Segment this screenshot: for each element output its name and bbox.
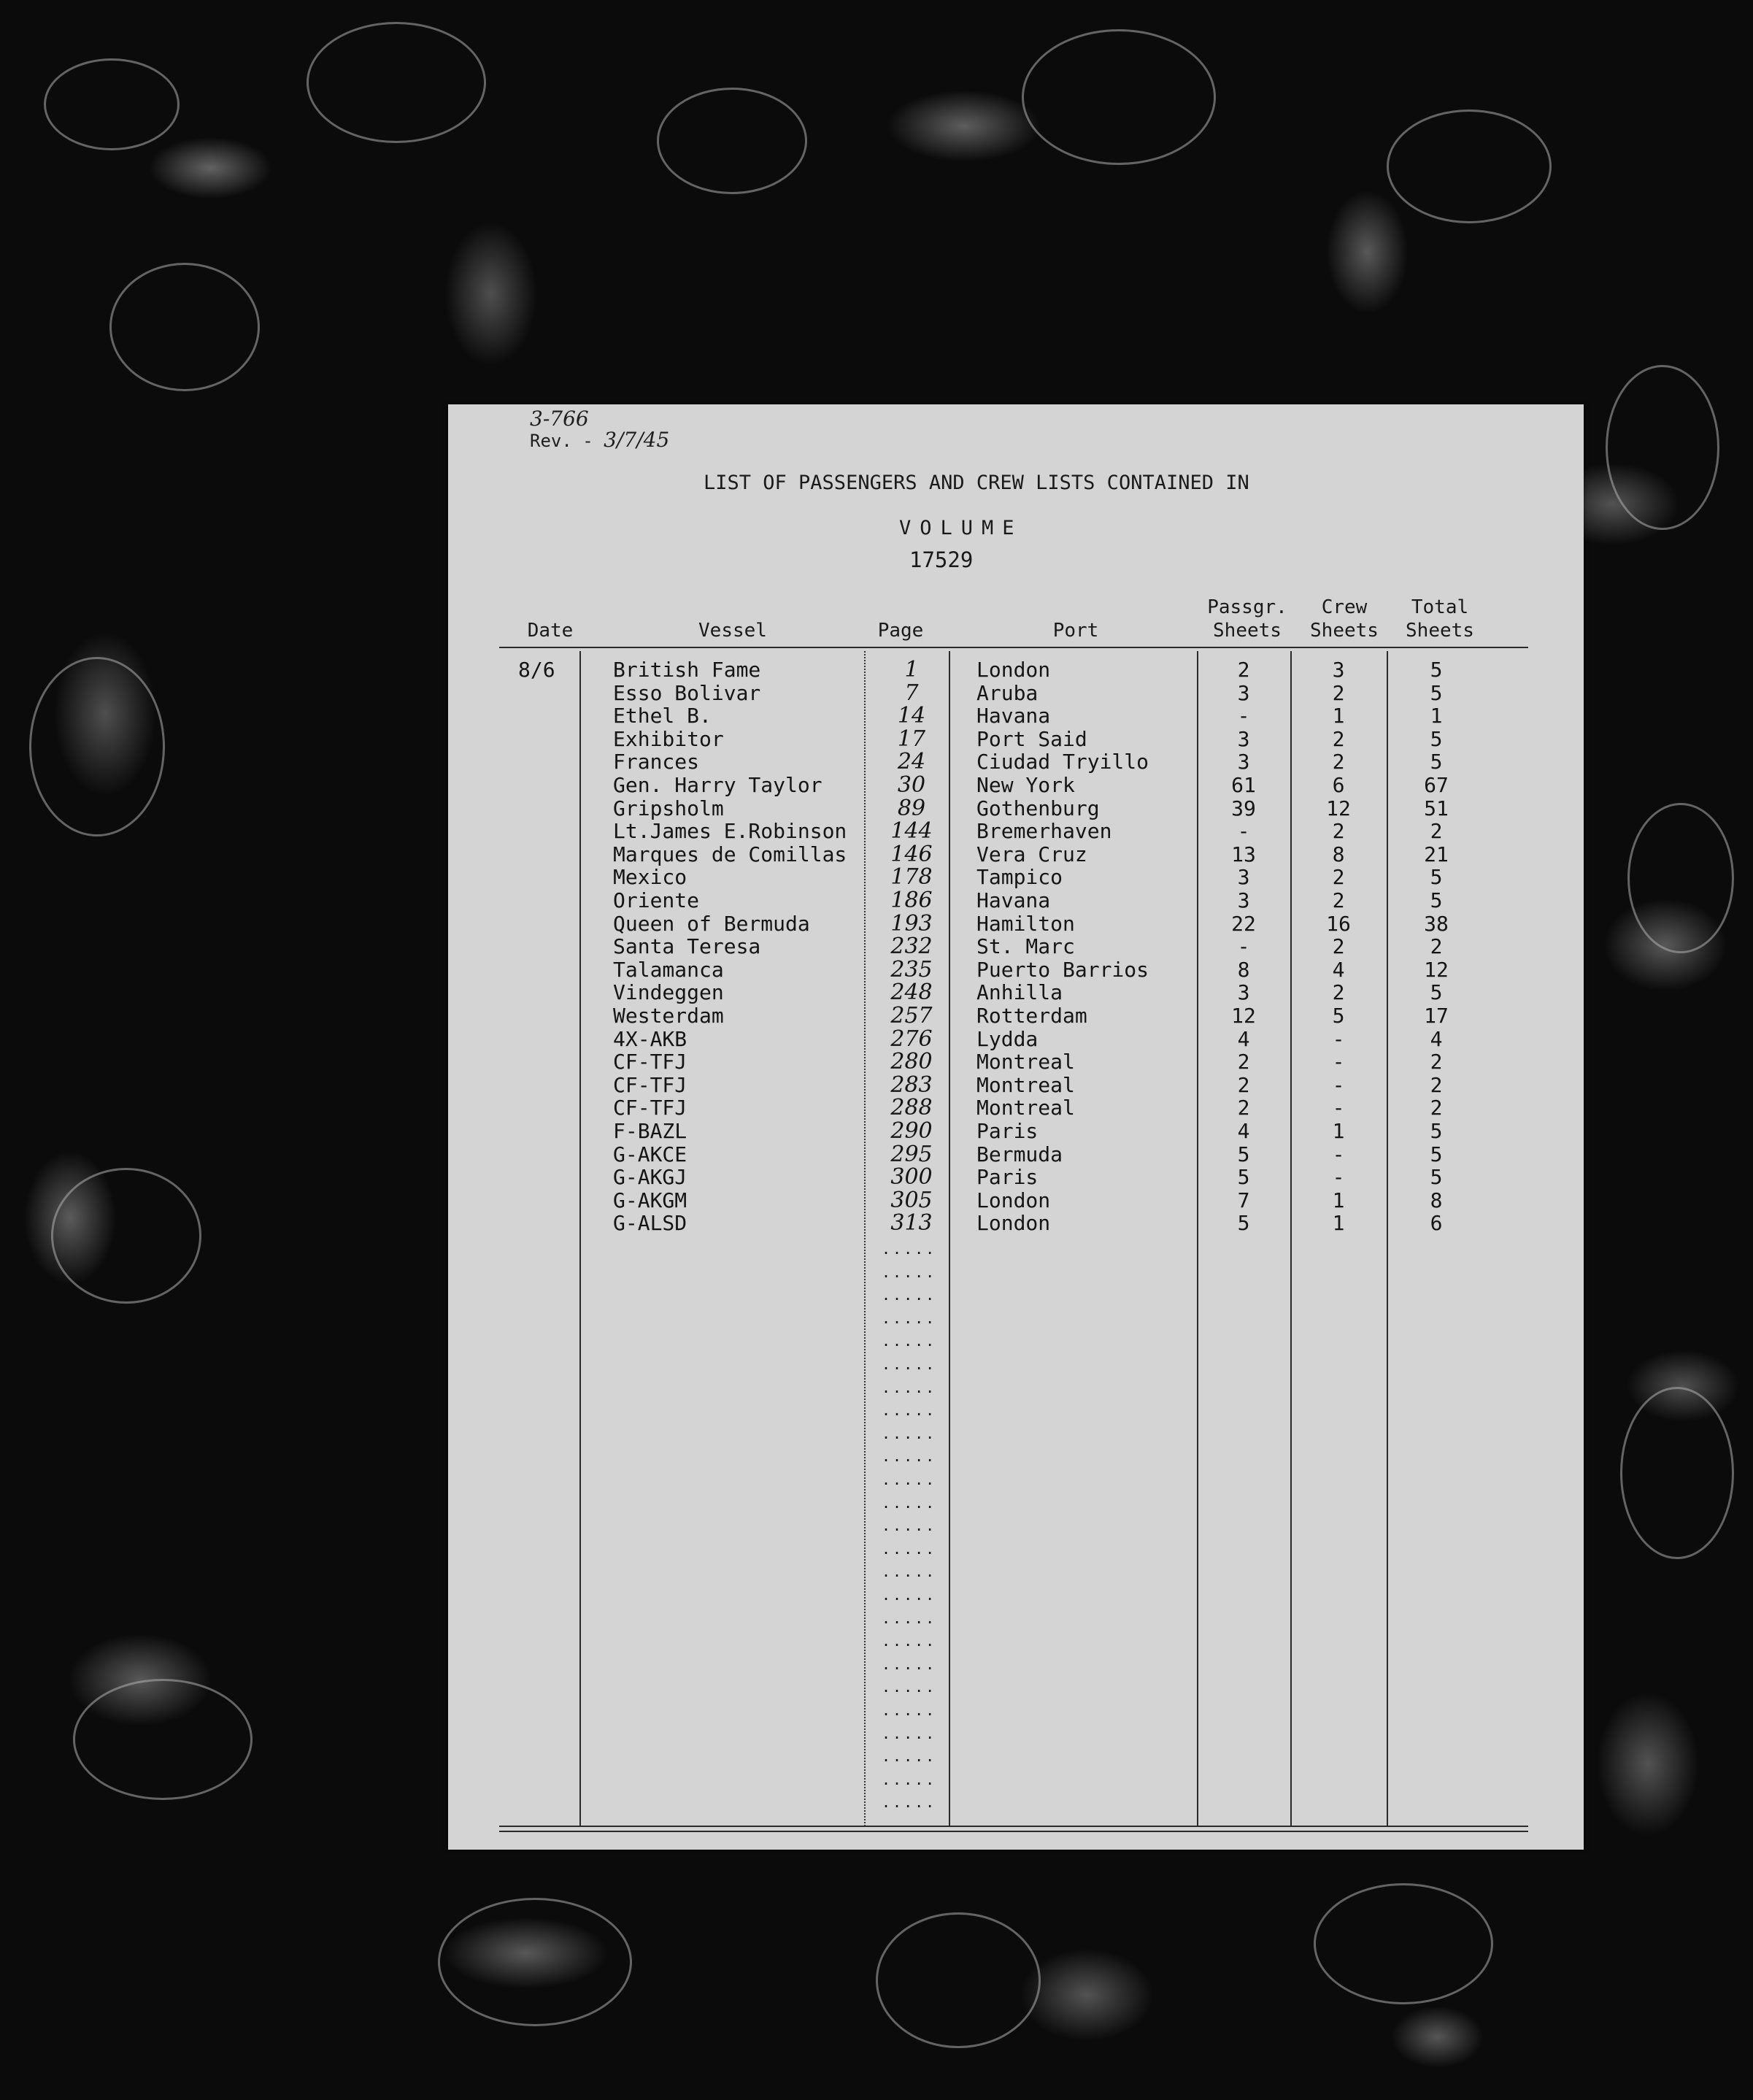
passenger-sheets: 13 [1231,842,1256,866]
marble-vein [1627,803,1734,953]
passenger-sheets: 2 [1237,658,1250,682]
total-sheets: 6 [1430,1211,1443,1236]
column-divider-vessel [864,651,866,1826]
passenger-sheets: 3 [1237,726,1250,751]
crew-sheets: 8 [1332,842,1345,866]
port-name: Hamilton [976,911,1075,936]
vessel-name: Lt.James E.Robinson [613,819,847,844]
marble-vein [657,88,807,194]
page-number: 17 [897,726,926,752]
page-dot-leader: ..... [882,1632,937,1650]
page-number: 300 [890,1164,933,1191]
vessel-name: Queen of Bermuda [613,911,810,936]
page-number: 232 [890,934,933,960]
volume-number: 17529 [909,547,974,572]
page-number: 7 [904,680,919,706]
revision-prefix: Rev. - [530,431,593,451]
vessel-name: CF-TFJ [613,1050,687,1074]
total-sheets: 51 [1424,796,1449,820]
total-sheets: 8 [1430,1188,1443,1212]
passenger-sheets: 3 [1237,865,1250,890]
page-number: 193 [890,910,933,936]
passenger-sheets: 39 [1231,796,1256,820]
passenger-sheets: 3 [1237,680,1250,705]
page-number: 305 [890,1187,933,1213]
crew-sheets: 16 [1326,911,1351,936]
vessel-name: Frances [613,750,700,774]
passenger-sheets: 7 [1237,1188,1250,1212]
crew-sheets: 2 [1332,934,1345,959]
total-sheets: 5 [1430,726,1443,751]
marble-vein [1387,109,1552,223]
form-number: 3-766 [530,407,589,431]
page-number: 89 [897,795,926,821]
vessel-name: Gen. Harry Taylor [613,773,822,797]
total-sheets: 2 [1430,819,1443,844]
port-name: Paris [976,1165,1039,1190]
crew-sheets: 2 [1332,819,1345,844]
port-name: Bremerhaven [976,819,1112,844]
vessel-name: G-ALSD [613,1211,687,1236]
vessel-name: Marques de Comillas [613,842,847,866]
port-name: Vera Cruz [976,842,1087,866]
header-total-line2: Sheets [1406,620,1474,642]
page-dot-leader: ..... [882,1378,937,1396]
page-dot-leader: ..... [882,1493,937,1512]
crew-sheets: 4 [1332,957,1345,982]
page-number: 178 [890,864,933,891]
crew-sheets: 5 [1332,1004,1345,1028]
column-divider-passgr [1290,651,1292,1826]
total-sheets: 5 [1430,1165,1443,1190]
form-identifier [530,409,669,451]
passenger-sheets: 3 [1237,980,1250,1005]
total-sheets: 5 [1430,1142,1443,1166]
port-name: Ciudad Tryillo [976,750,1149,774]
crew-sheets: - [1332,1165,1345,1190]
vessel-name: Mexico [613,865,687,890]
total-sheets: 2 [1430,1096,1443,1120]
passenger-sheets: 12 [1231,1004,1256,1028]
crew-sheets: 2 [1332,750,1345,774]
crew-sheets: 1 [1332,1211,1345,1236]
vessel-name: Talamanca [613,957,724,982]
passenger-sheets: 8 [1237,957,1250,982]
crew-sheets: 3 [1332,658,1345,682]
vessel-name: Ethel B. [613,704,712,728]
header-passgr-line2: Sheets [1213,620,1282,642]
page-number: 24 [897,749,926,775]
page-number: 257 [890,1003,933,1028]
header-passgr-line1: Passgr. [1207,596,1287,618]
vessel-name: G-AKCE [613,1142,687,1166]
crew-sheets: 1 [1332,1119,1345,1143]
header-crew-line2: Sheets [1310,620,1379,642]
vessel-name: 4X-AKB [613,1026,687,1051]
page-dot-leader: ..... [882,1793,937,1812]
vessel-name: British Fame [613,658,761,682]
header-total-sheets [1392,596,1487,642]
passenger-sheets: 5 [1237,1142,1250,1166]
page-number: 1 [904,657,919,682]
page-number: 146 [890,841,933,867]
header-passgr-sheets [1193,596,1302,642]
column-divider-crew [1387,651,1388,1826]
page-number: 235 [890,956,933,982]
page-number: 280 [890,1049,933,1075]
total-sheets: 2 [1430,934,1443,959]
document-title: LIST OF PASSENGERS AND CREW LISTS CONTAINED IN [704,472,1249,494]
page-dot-leader: ..... [882,1424,937,1442]
page-dot-leader: ..... [882,1747,937,1766]
footer-rule-bottom [499,1831,1528,1832]
passenger-sheets: 2 [1237,1050,1250,1074]
passenger-sheets: 5 [1237,1211,1250,1236]
page-number: 290 [890,1118,933,1144]
page-number: 295 [890,1141,933,1167]
vessel-name: Esso Bolivar [613,680,761,705]
page-number: 186 [890,888,933,913]
header-crew-sheets [1297,596,1392,642]
page-number: 313 [890,1210,933,1236]
passenger-sheets: 4 [1237,1026,1250,1051]
crew-sheets: 2 [1332,726,1345,751]
page-number: 288 [890,1095,933,1121]
port-name: London [976,1188,1051,1212]
marble-vein [1620,1387,1734,1559]
page-dot-leader: ..... [882,1517,937,1535]
port-name: Lydda [976,1026,1039,1051]
port-name: Puerto Barrios [976,957,1149,982]
port-name: Havana [976,888,1051,912]
marble-vein [51,1168,201,1304]
header-vessel [623,619,842,642]
page-dot-leader: ..... [882,1240,937,1258]
page-number: 248 [890,980,933,1006]
crew-sheets: - [1332,1026,1345,1051]
crew-sheets: 1 [1332,704,1345,728]
marble-vein [44,58,180,150]
port-name: Rotterdam [976,1004,1087,1028]
page-dot-leader: ..... [882,1770,937,1788]
passenger-sheets: 2 [1237,1096,1250,1120]
crew-sheets: 6 [1332,773,1345,797]
crew-sheets: - [1332,1072,1345,1097]
port-name: Montreal [976,1050,1075,1074]
vessel-name: Gripsholm [613,796,724,820]
vessel-name: Vindeggen [613,980,724,1005]
vessel-name: G-AKGJ [613,1165,687,1190]
page-dot-leader: ..... [882,1701,937,1719]
port-name: Anhilla [976,980,1063,1005]
footer-rule-top [499,1826,1528,1827]
total-sheets: 17 [1424,1004,1449,1028]
crew-sheets: - [1332,1050,1345,1074]
header-port-text: Port [1052,620,1099,642]
port-name: Havana [976,704,1051,728]
page-dot-leader: ..... [882,1563,937,1581]
column-divider-port [1197,651,1198,1826]
crew-sheets: 1 [1332,1188,1345,1212]
vessel-name: F-BAZL [613,1119,687,1143]
page-dot-leader: ..... [882,1447,937,1466]
crew-sheets: 2 [1332,865,1345,890]
vessel-name: G-AKGM [613,1188,687,1212]
header-total-line1: Total [1411,596,1469,618]
passenger-sheets: - [1237,704,1250,728]
page-dot-leader: ..... [882,1471,937,1488]
total-sheets: 12 [1424,957,1449,982]
vessel-name: Santa Teresa [613,934,761,959]
page-dot-leader: ..... [882,1309,937,1327]
header-page-text: Page [877,620,924,642]
page-dot-leader: ..... [882,1655,937,1673]
passenger-sheets: 61 [1231,773,1256,797]
page-dot-leader: ..... [882,1586,937,1604]
total-sheets: 1 [1430,704,1443,728]
marble-vein [109,263,260,391]
port-name: Tampico [976,865,1063,890]
port-name: London [976,658,1051,682]
total-sheets: 5 [1430,658,1443,682]
port-name: London [976,1211,1051,1236]
total-sheets: 2 [1430,1050,1443,1074]
port-name: Montreal [976,1072,1075,1097]
page-dot-leader: ..... [882,1609,937,1627]
header-page [857,619,944,642]
header-crew-line1: Crew [1321,596,1368,618]
page-dot-leader: ..... [882,1724,937,1742]
revision-date: 3/7/45 [604,428,670,452]
port-name: Paris [976,1119,1039,1143]
header-vessel-text: Vessel [698,620,767,642]
crew-sheets: 12 [1326,796,1351,820]
passenger-sheets: 5 [1237,1165,1250,1190]
passenger-sheets: 22 [1231,911,1256,936]
port-name: St. Marc [976,934,1075,959]
crew-sheets: - [1332,1142,1345,1166]
total-sheets: 5 [1430,865,1443,890]
marble-vein [73,1679,253,1800]
passenger-sheets: 2 [1237,1072,1250,1097]
page-dot-leader: ..... [882,1263,937,1281]
vessel-name: Exhibitor [613,726,724,751]
volume-label: VOLUME [899,517,1023,539]
page-number: 14 [897,703,926,729]
marble-vein [876,1912,1041,2048]
total-sheets: 5 [1430,888,1443,912]
column-divider-date [579,651,581,1826]
port-name: New York [976,773,1075,797]
total-sheets: 5 [1430,750,1443,774]
page-number: 144 [890,818,933,845]
crew-sheets: 2 [1332,888,1345,912]
marble-vein [307,22,486,143]
page-number: 283 [890,1072,933,1098]
page-dot-leader: ..... [882,1286,937,1304]
passenger-sheets: - [1237,934,1250,959]
header-rule [499,647,1528,648]
port-name: Bermuda [976,1142,1063,1166]
total-sheets: 4 [1430,1026,1443,1051]
vessel-name: Westerdam [613,1004,724,1028]
header-port [1003,619,1149,642]
column-divider-page [949,651,950,1826]
marble-vein [1022,29,1216,165]
passenger-sheets: - [1237,819,1250,844]
page-number: 276 [890,1026,933,1052]
vessel-name: CF-TFJ [613,1096,687,1120]
marble-vein [438,1898,632,2026]
total-sheets: 38 [1424,911,1449,936]
marble-vein [1606,365,1719,530]
page-dot-leader: ..... [882,1678,937,1696]
passenger-sheets: 3 [1237,750,1250,774]
page-number: 30 [897,772,926,798]
passenger-sheets: 4 [1237,1119,1250,1143]
page-dot-leader: ..... [882,1332,937,1350]
vessel-name: Oriente [613,888,700,912]
port-name: Montreal [976,1096,1075,1120]
total-sheets: 5 [1430,980,1443,1005]
total-sheets: 67 [1424,773,1449,797]
total-sheets: 5 [1430,680,1443,705]
header-date [514,619,587,642]
page-dot-leader: ..... [882,1355,937,1373]
crew-sheets: - [1332,1096,1345,1120]
page-dot-leader: ..... [882,1539,937,1558]
document-sheet [448,404,1584,1850]
header-date-text: Date [527,620,574,642]
marble-vein [29,657,165,836]
port-name: Gothenburg [976,796,1100,820]
page-dot-leader: ..... [882,1401,937,1420]
total-sheets: 2 [1430,1072,1443,1097]
marble-vein [1314,1883,1493,2004]
vessel-name: CF-TFJ [613,1072,687,1097]
total-sheets: 5 [1430,1119,1443,1143]
port-name: Aruba [976,680,1039,705]
passenger-sheets: 3 [1237,888,1250,912]
entry-date: 8/6 [518,658,555,682]
port-name: Port Said [976,726,1087,751]
crew-sheets: 2 [1332,680,1345,705]
total-sheets: 21 [1424,842,1449,866]
crew-sheets: 2 [1332,980,1345,1005]
